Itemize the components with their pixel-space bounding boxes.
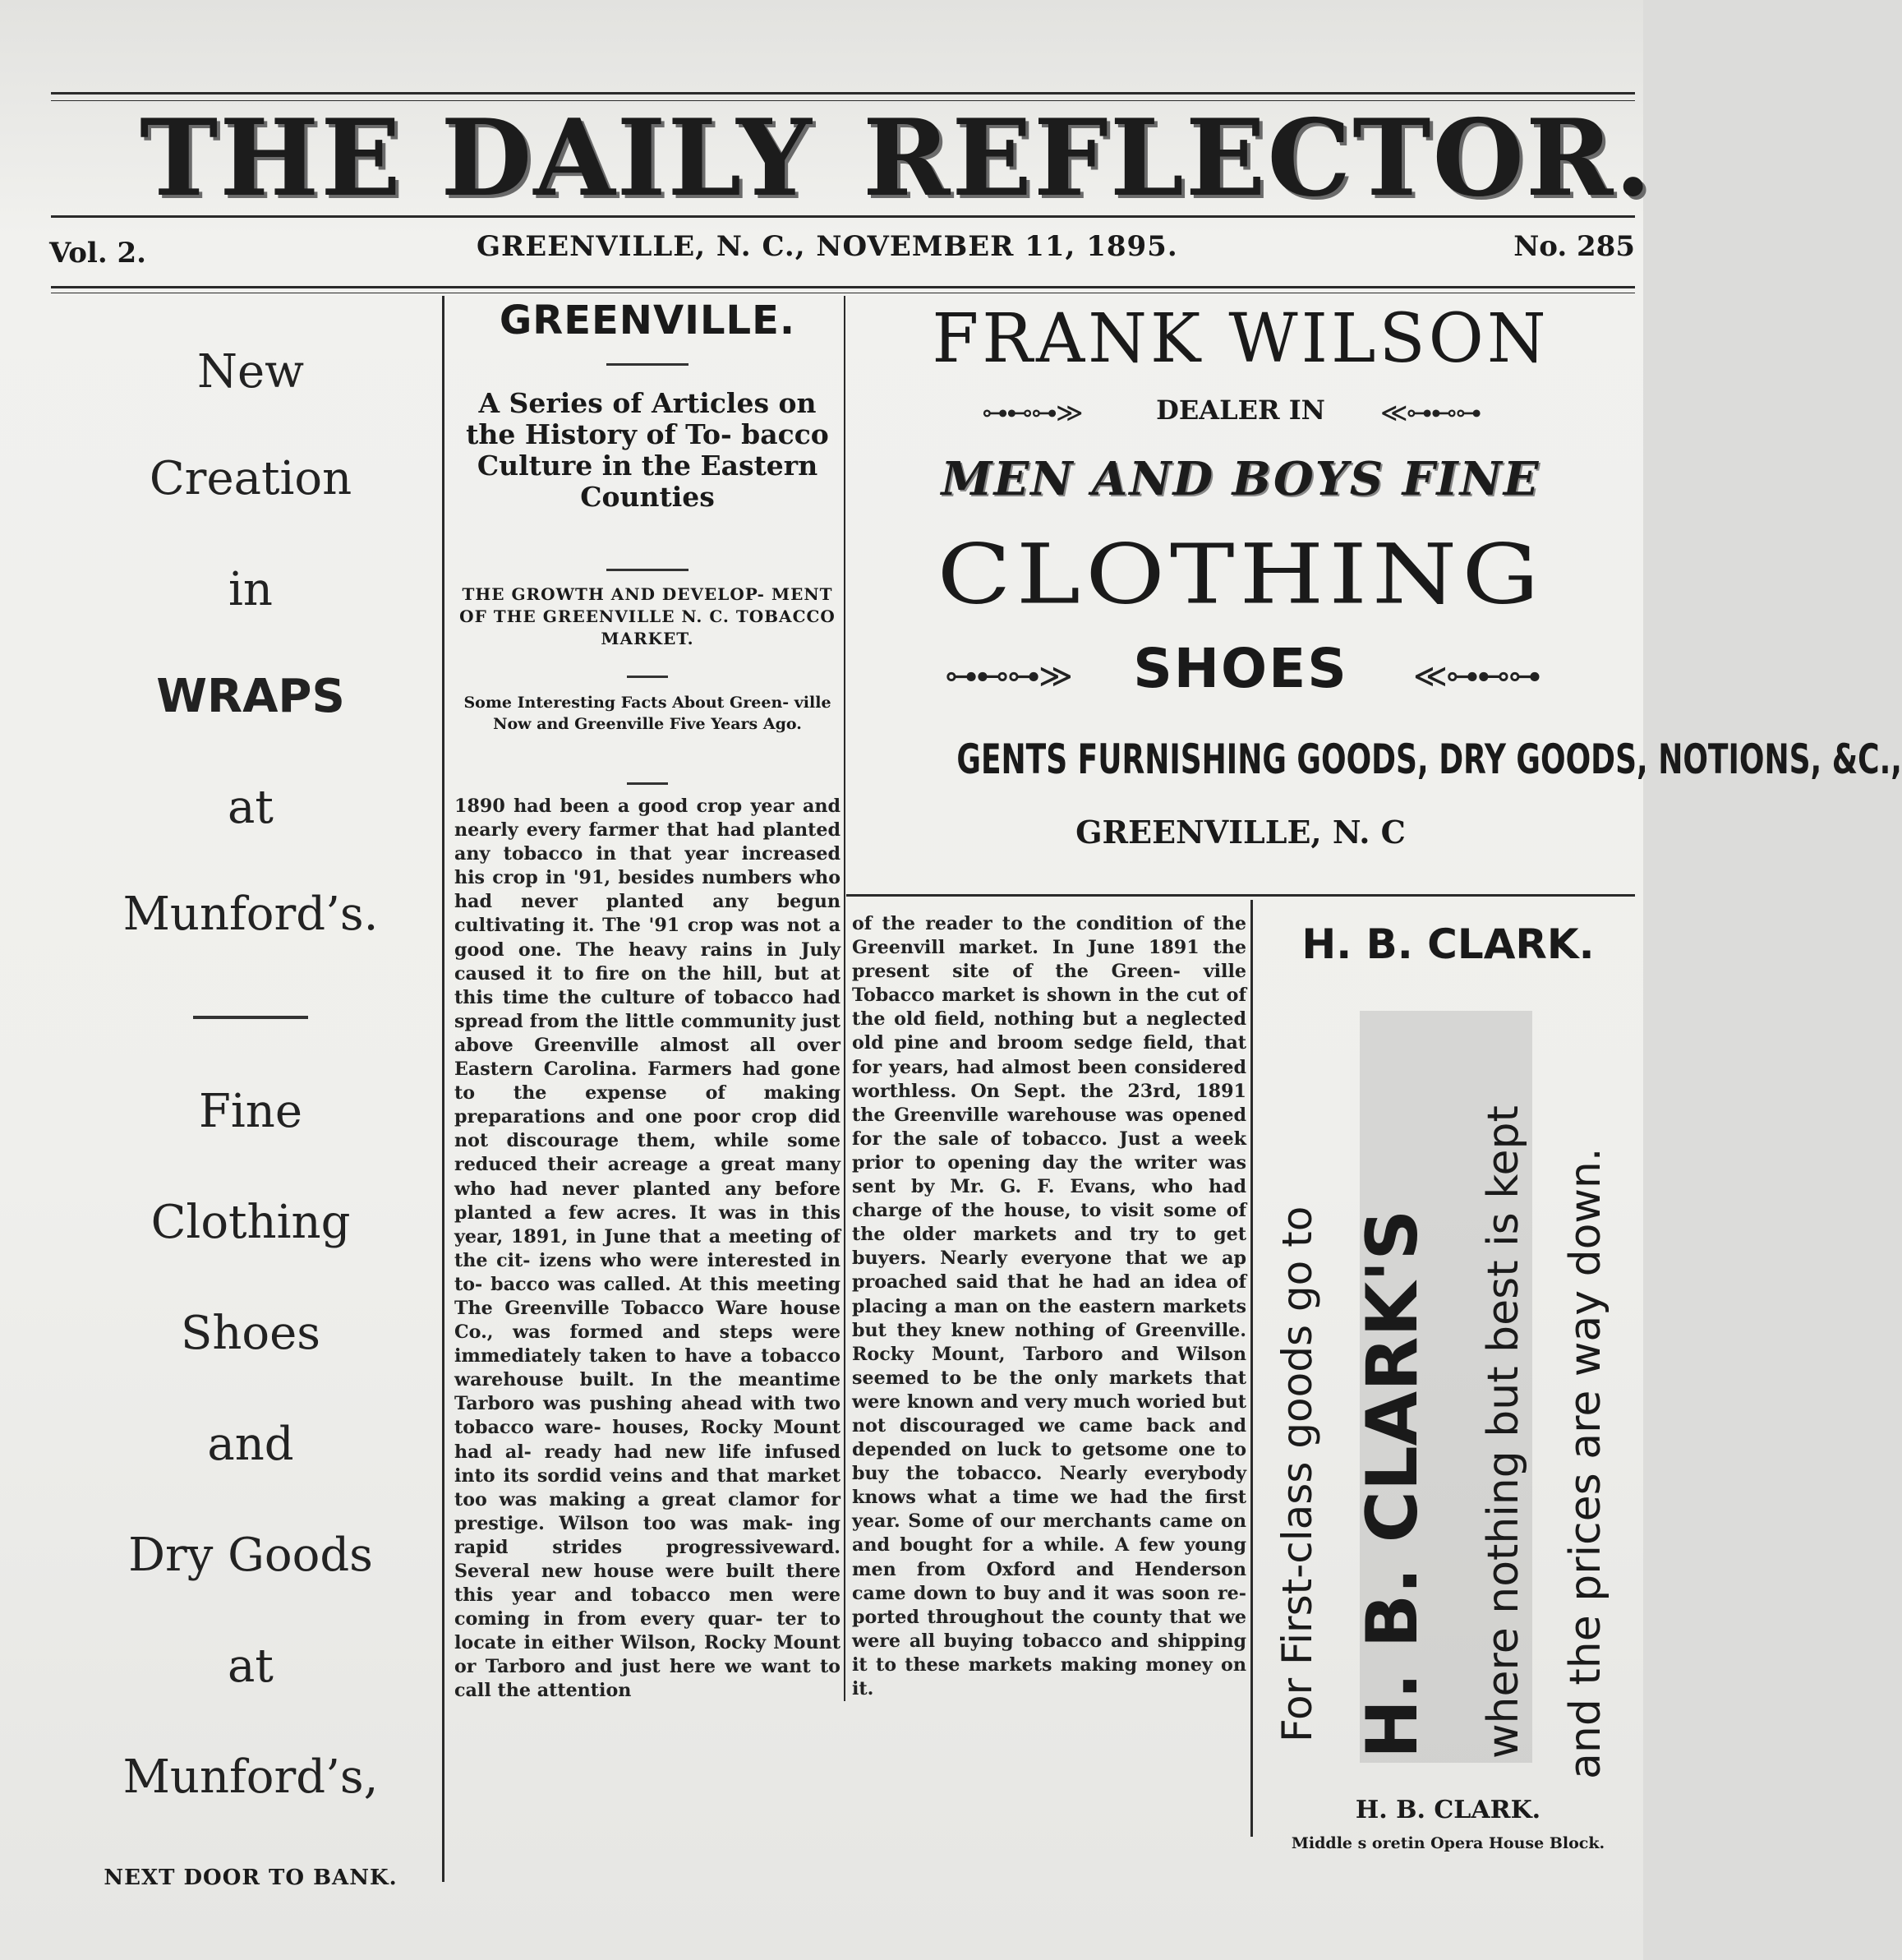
munford-footer: NEXT DOOR TO BANK. xyxy=(104,1865,398,1890)
munford-line: Munford’s. xyxy=(122,888,379,941)
munford-line: Creation xyxy=(149,452,352,505)
ornament-left-icon: ⊶⊷⊶≫ xyxy=(945,657,1071,695)
clark-footer: H. B. CLARK. xyxy=(1355,1796,1541,1824)
clark-ad xyxy=(1261,904,1635,1878)
ad-separator-rule xyxy=(846,894,1635,897)
clark-footer-address: Middle s oretin Opera House Block. xyxy=(1291,1834,1605,1852)
article-subhead-2: THE GROWTH AND DEVELOP- MENT OF THE GREENVILLE N. C. TOBACCO MARKET. xyxy=(459,584,836,648)
wilson-men-boys: MEN AND BOYS FINE xyxy=(941,452,1540,506)
masthead-title-right: REFLECTOR. xyxy=(863,97,1653,220)
munford-line: and xyxy=(207,1418,294,1471)
munford-line: Clothing xyxy=(150,1196,351,1249)
dateline xyxy=(49,230,1635,271)
clark-title: H. B. CLARK. xyxy=(1301,920,1595,968)
dateline-text: GREENVILLE, N. C., NOVEMBER 11, 1895. xyxy=(477,230,1178,263)
clark-line-2: H. B. CLARK'S xyxy=(1352,1209,1434,1759)
issue-number: No. 285 xyxy=(1513,230,1635,263)
munford-line: Fine xyxy=(199,1085,302,1138)
clark-line-4: and the prices are way down. xyxy=(1561,1147,1610,1779)
masthead-title-left: THE DAILY xyxy=(140,97,813,220)
munford-line: at xyxy=(228,781,274,834)
article-headline: GREENVILLE. xyxy=(499,297,796,344)
article-subhead: A Series of Articles on the History of To- bacco Culture in the Eastern Counties xyxy=(466,387,829,513)
munford-line: Dry Goods xyxy=(128,1529,373,1582)
munford-line: in xyxy=(228,563,273,616)
masthead xyxy=(49,97,1653,220)
article-divider xyxy=(606,363,688,366)
masthead-top-rule xyxy=(51,92,1635,95)
clark-line-3: where nothing but best is kept xyxy=(1479,1105,1528,1759)
article xyxy=(450,297,845,1884)
munford-line: at xyxy=(228,1639,274,1693)
munford-line: New xyxy=(196,345,305,399)
munford-line: WRAPS xyxy=(156,670,345,723)
ornament-right-icon: ≪⊶⊷⊶ xyxy=(1380,397,1481,428)
wilson-ad xyxy=(846,292,1902,883)
article-divider xyxy=(606,569,688,571)
ornament-left-icon: ⊶⊷⊶≫ xyxy=(982,397,1082,428)
ornament-right-icon: ≪⊶⊷⊶ xyxy=(1413,657,1540,695)
wilson-shoes: SHOES xyxy=(1133,637,1348,700)
munford-ad xyxy=(58,304,444,1915)
column-rule-right xyxy=(1250,900,1253,1837)
wilson-dealer: DEALER IN xyxy=(1156,394,1325,426)
munford-line: Shoes xyxy=(180,1307,321,1360)
wilson-city: GREENVILLE, N. C xyxy=(1075,814,1406,851)
wilson-clothing: CLOTHING xyxy=(937,526,1545,623)
clark-line-1: For First-class goods go to xyxy=(1273,1206,1321,1742)
volume-label: Vol. 2. xyxy=(49,237,147,270)
munford-line: Munford’s, xyxy=(122,1750,379,1804)
article-divider xyxy=(627,782,668,785)
article-divider xyxy=(627,676,668,678)
wilson-gents: GENTS FURNISHING GOODS, DRY GOODS, NOTIONS, &C., xyxy=(956,736,1902,783)
munford-divider xyxy=(193,1016,308,1019)
article-body-col1: 1890 had been a good crop year and nearly every farmer that had planted any tobacco in that year increased his crop in '91, besides numbers who had never planted any begun cultivating it. The '91 crop was not a good one. The heavy rains in July caused it to fire on the hill, but at this time the culture of tobacco had spread from the little community just above Greenville almost all over Eastern Carolina. Farmers had gone to the expense of making preparations and one poor crop did not discourage them, while some reduced their acreage a great many who had never planted any before planted a few acres. It was in this year, 1891, in June that a meeting of the cit- izens who were interested in to- bacco was called. At this meeting The Greenville Tobacco Ware house Co., was formed and steps were immediately taken to have a tobacco warehouse built. In the meantime Tarboro was pushing ahead with two tobacco ware- houses, Rocky Mount had al- ready had new life infused into its sordid veins and that market too was making a great clamor for prestige. Wilson too was mak- ing rapid strides progressiveward. Several new house were built there this year and tobacco men were coming in from every quar- ter to locate in either Wilson, Rocky Mount or Tarboro and just here we want to call the attention xyxy=(454,796,840,1702)
wilson-name: FRANK WILSON xyxy=(932,300,1550,378)
article-subhead-3: Some Interesting Facts About Green- ville Now and Greenville Five Years Ago. xyxy=(463,694,831,733)
article-body-col2: of the reader to the condition of the Greenvill market. In June 1891 the present site of the Green- ville Tobacco market is shown in the cut of the old field, nothing but a neglected old pine and broom sedge field, that for years, had almost been considered worthless. On Sept. the 23rd, 1891 the Greenville warehouse was opened for the sale of tobacco. Just a week prior to opening day the writer was sent by Mr. G. F. Evans, who had charge of the house, to visit some of the older markets and try to get buyers. Nearly everyone that we ap proached said that he had an idea of placing a man on the eastern markets but they knew nothing of Greenville. Rocky Mount, Tarboro and Wilson seemed to be the only markets that were known and very much woried but not discouraged we came back and depended on luck to getsome one to buy the tobacco. Nearly everybody knows what a time we had the first year. Some of our merchants came on and bought for a while. A few young men from Oxford and Henderson came down to buy and it was soon re- ported throughout the county that we were all buying tobacco and shipping it to these markets making money on it. xyxy=(852,913,1246,1699)
dateline-bottom-rule xyxy=(51,286,1635,288)
article-continuation xyxy=(852,912,1246,1701)
